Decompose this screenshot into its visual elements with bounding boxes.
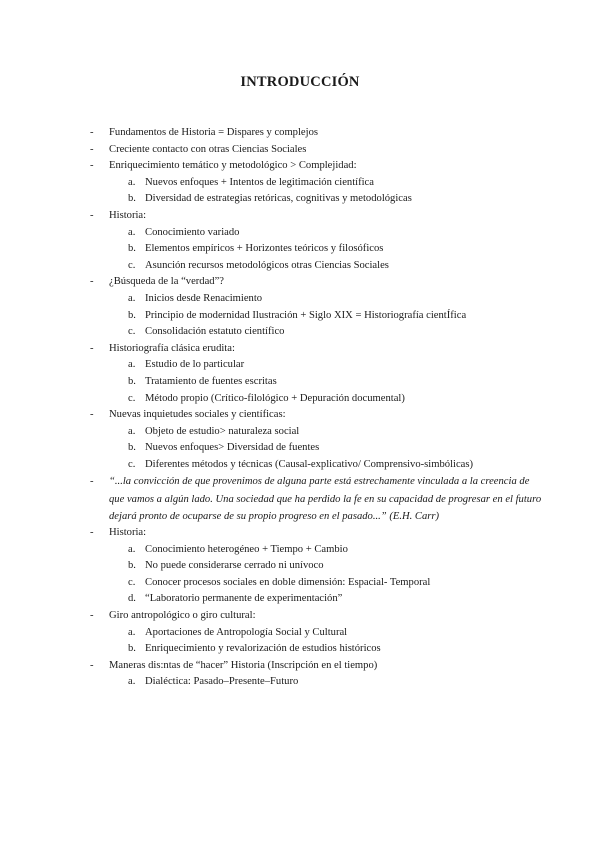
item-text: Historia:: [109, 209, 147, 221]
sub-item-marker: b.: [128, 643, 136, 655]
sub-item-marker: a.: [128, 425, 136, 437]
sub-item: [0, 258, 600, 275]
sub-item: [0, 542, 600, 559]
sub-item: [0, 374, 600, 391]
item-text: Diversidad de estrategias retóricas, cognitivas y metodológicas: [145, 193, 412, 205]
quote-text: “...la convicción de que provenimos de alguna parte está estrechamente vinculada a la creencia de: [109, 476, 530, 488]
sub-item: [0, 391, 600, 408]
sub-item: [0, 558, 600, 575]
bullet-item: [0, 608, 600, 625]
page-title: INTRODUCCIÓN: [240, 74, 360, 90]
bullet-item: [0, 274, 600, 291]
bullet-marker: -: [90, 143, 94, 155]
sub-item: [0, 241, 600, 258]
sub-item-marker: a.: [128, 676, 136, 688]
item-text: Método propio (Crítico-filológico + Depuración documental): [145, 392, 405, 404]
item-text: Aportaciones de Antropología Social y Cultural: [145, 626, 348, 638]
bullet-item: [0, 407, 600, 424]
item-text: “Laboratorio permanente de experimentación”: [145, 593, 343, 605]
item-text: Dialéctica: Pasado–Presente–Futuro: [145, 676, 299, 688]
sub-item-marker: a.: [128, 543, 136, 555]
sub-item: [0, 457, 600, 474]
sub-item-marker: c.: [128, 326, 136, 338]
sub-item: [0, 357, 600, 374]
quote-line: [0, 473, 600, 490]
item-text: Enriquecimiento temático y metodológico > Complejidad:: [109, 160, 357, 172]
item-text: Diferentes métodos y técnicas (Causal-explicativo/ Comprensivo-simbólicas): [145, 458, 474, 470]
sub-item: [0, 308, 600, 325]
sub-item-marker: a.: [128, 359, 136, 371]
item-text: Tratamiento de fuentes escritas: [145, 375, 277, 387]
bullet-item: [0, 658, 600, 675]
sub-item: [0, 674, 600, 691]
sub-item: [0, 440, 600, 457]
item-text: Elementos empíricos + Horizontes teóricos y filosóficos: [145, 243, 384, 255]
item-text: ¿Búsqueda de la “verdad”?: [109, 276, 225, 288]
item-text: Nuevos enfoques + Intentos de legitimación científica: [145, 176, 374, 188]
sub-item: [0, 591, 600, 608]
outline-list: [0, 125, 600, 691]
sub-item-marker: b.: [128, 375, 136, 387]
sub-item: [0, 625, 600, 642]
bullet-marker: -: [90, 276, 94, 288]
item-text: Historiografía clásica erudita:: [109, 342, 235, 354]
item-text: Historia:: [109, 527, 147, 539]
sub-item-marker: a.: [128, 626, 136, 638]
sub-item-marker: a.: [128, 226, 136, 238]
bullet-item: [0, 208, 600, 225]
bullet-item: [0, 341, 600, 358]
bullet-marker: -: [90, 160, 94, 172]
sub-item-marker: a.: [128, 292, 136, 304]
sub-item-marker: b.: [128, 243, 136, 255]
item-text: Giro antropológico o giro cultural:: [109, 610, 256, 621]
bullet-item: [0, 142, 600, 159]
sub-item: [0, 641, 600, 658]
sub-item-marker: b.: [128, 193, 136, 205]
bullet-marker: -: [90, 610, 94, 621]
bullet-marker: -: [90, 527, 94, 539]
bullet-marker: -: [90, 127, 94, 138]
bullet-marker: -: [90, 342, 94, 354]
item-text: Conocimiento variado: [145, 226, 240, 238]
sub-item-marker: d.: [128, 593, 136, 605]
sub-item: [0, 575, 600, 592]
sub-item-marker: c.: [128, 392, 136, 404]
sub-item: [0, 225, 600, 242]
quote-text: que vamos a algún lado. Una sociedad que ha perdido la fe en su capacidad de progresar en el futuro: [109, 493, 542, 505]
sub-item-marker: c.: [128, 576, 136, 588]
bullet-marker: -: [90, 476, 94, 488]
item-text: Inicios desde Renacimiento: [145, 292, 263, 304]
item-text: Principio de modernidad Ilustración + Siglo XIX = Historiografía cientÍfica: [145, 309, 467, 321]
item-text: Consolidación estatuto científico: [145, 326, 285, 338]
item-text: Creciente contacto con otras Ciencias Sociales: [109, 143, 307, 155]
item-text: Nuevos enfoques> Diversidad de fuentes: [145, 442, 320, 454]
sub-item-marker: b.: [128, 442, 136, 454]
item-text: Objeto de estudio> naturaleza social: [145, 425, 300, 437]
item-text: Nuevas inquietudes sociales y científicas:: [109, 409, 286, 421]
item-text: Estudio de lo particular: [145, 359, 245, 371]
sub-item: [0, 191, 600, 208]
sub-item-marker: a.: [128, 176, 136, 188]
sub-item-marker: c.: [128, 259, 136, 271]
item-text: Fundamentos de Historia = Dispares y complejos: [109, 127, 318, 138]
quote-text: dejará pronto de ocuparse de su propio progreso en el pasado...” (E.H. Carr): [109, 510, 440, 522]
sub-item: [0, 324, 600, 341]
item-text: Enriquecimiento y revalorización de estudios históricos: [145, 643, 381, 655]
item-text: Maneras dis:ntas de “hacer” Historia (Inscripción en el tiempo): [109, 659, 378, 671]
bullet-marker: -: [90, 209, 94, 221]
item-text: Conocimiento heterogéneo + Tiempo + Cambio: [145, 543, 348, 555]
item-text: No puede considerarse cerrado ni unívoco: [145, 560, 324, 572]
bullet-item: [0, 525, 600, 542]
item-text: Conocer procesos sociales en doble dimensión: Espacial- Temporal: [145, 576, 431, 588]
sub-item-marker: b.: [128, 309, 136, 321]
item-text: Asunción recursos metodológicos otras Ciencias Sociales: [145, 259, 389, 271]
sub-item: [0, 175, 600, 192]
sub-item-marker: b.: [128, 560, 136, 572]
sub-item: [0, 424, 600, 441]
sub-item: [0, 291, 600, 308]
bullet-marker: -: [90, 659, 94, 671]
quote-line: [0, 491, 600, 508]
quote-line: [0, 508, 600, 525]
bullet-item: [0, 158, 600, 175]
bullet-marker: -: [90, 409, 94, 421]
sub-item-marker: c.: [128, 458, 136, 470]
bullet-item: [0, 125, 600, 142]
